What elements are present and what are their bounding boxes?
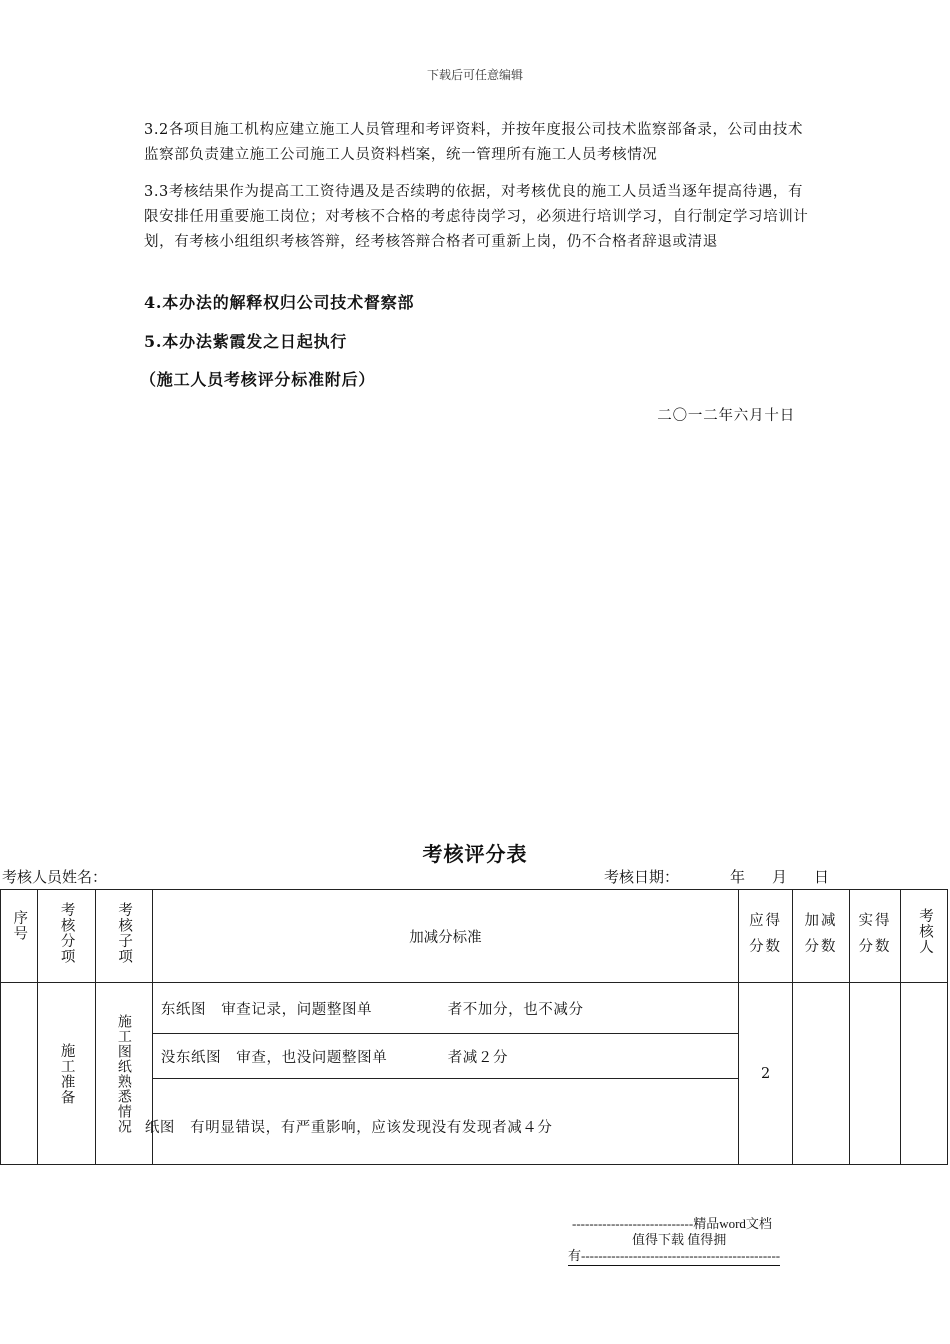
header-assessor: 考核人 xyxy=(900,890,947,983)
table-title: 考核评分表 xyxy=(422,842,528,866)
header-watermark: 下载后可任意编辑 xyxy=(426,68,523,82)
footer-line-2: 值得下载 值得拥 xyxy=(632,1232,727,1247)
assessee-name-label: 考核人员姓名： xyxy=(2,869,108,886)
date-month-label: 月 xyxy=(772,869,788,886)
document-date: 二〇一二年六月十日 xyxy=(657,408,795,424)
cell-subitem: 施工图纸熟悉情况 xyxy=(95,983,152,1165)
header-subitem: 考核子项 xyxy=(95,890,152,983)
header-category: 考核分项 xyxy=(37,890,95,983)
table-row xyxy=(1,983,948,1034)
score-table xyxy=(0,889,948,1165)
cell-assessor xyxy=(900,983,947,1165)
cell-category: 施工准备 xyxy=(37,983,95,1165)
header-criteria: 加减分标准 xyxy=(152,890,738,983)
criteria-line-2: 没东纸图 审查，也没问题整图单 者减２分 xyxy=(152,1034,738,1079)
criteria-line-3: 纸图 有明显错误，有严重影响，应该发现没有发现者减４分 xyxy=(152,1079,738,1165)
clause-4: 4.本办法的解释权归公司技术督察部 xyxy=(144,293,415,312)
cell-actual-score xyxy=(850,983,901,1165)
date-year-label: 年 xyxy=(730,869,746,886)
header-seq: 序号 xyxy=(1,890,38,983)
assessment-date-label: 考核日期： xyxy=(604,869,680,886)
footer-line-1: ----------------------------精品word文档 xyxy=(572,1216,772,1231)
cell-adjust-score xyxy=(793,983,850,1165)
criteria-line-1: 东纸图 审查记录，问题整图单 者不加分，也不减分 xyxy=(152,983,738,1034)
table-header-row xyxy=(1,890,948,983)
header-adjust-score: 加减分数 xyxy=(793,890,850,983)
clause-5: 5.本办法紫霞发之日起执行 xyxy=(144,332,348,351)
appendix-note: （施工人员考核评分标准附后） xyxy=(140,370,376,389)
paragraph-3-2: 3.2各项目施工机构应建立施工人员管理和考评资料，并按年度报公司技术监察部备录，公司由技术监察部负责建立施工公司施工人员资料档案，统一管理所有施工人员考核情况 xyxy=(144,122,804,163)
date-day-label: 日 xyxy=(814,869,830,886)
footer-line-3: 有---------------------------------------------- xyxy=(568,1245,780,1266)
paragraph-3-3: 3.3考核结果作为提高工工资待遇及是否续聘的依据，对考核优良的施工人员适当逐年提高待遇，有限安排任用重要施工岗位；对考核不合格的考虑待岗学习，必须进行培训学习，自行制定学习培训计划，有考核小组组织考核答辩，经考核答辩合格者可重新上岗，仍不合格者辞退或清退 xyxy=(144,184,809,250)
header-actual-score: 实得分数 xyxy=(850,890,901,983)
header-due-score: 应得分数 xyxy=(739,890,793,983)
cell-due-score: 2 xyxy=(739,983,793,1165)
cell-seq xyxy=(1,983,38,1165)
